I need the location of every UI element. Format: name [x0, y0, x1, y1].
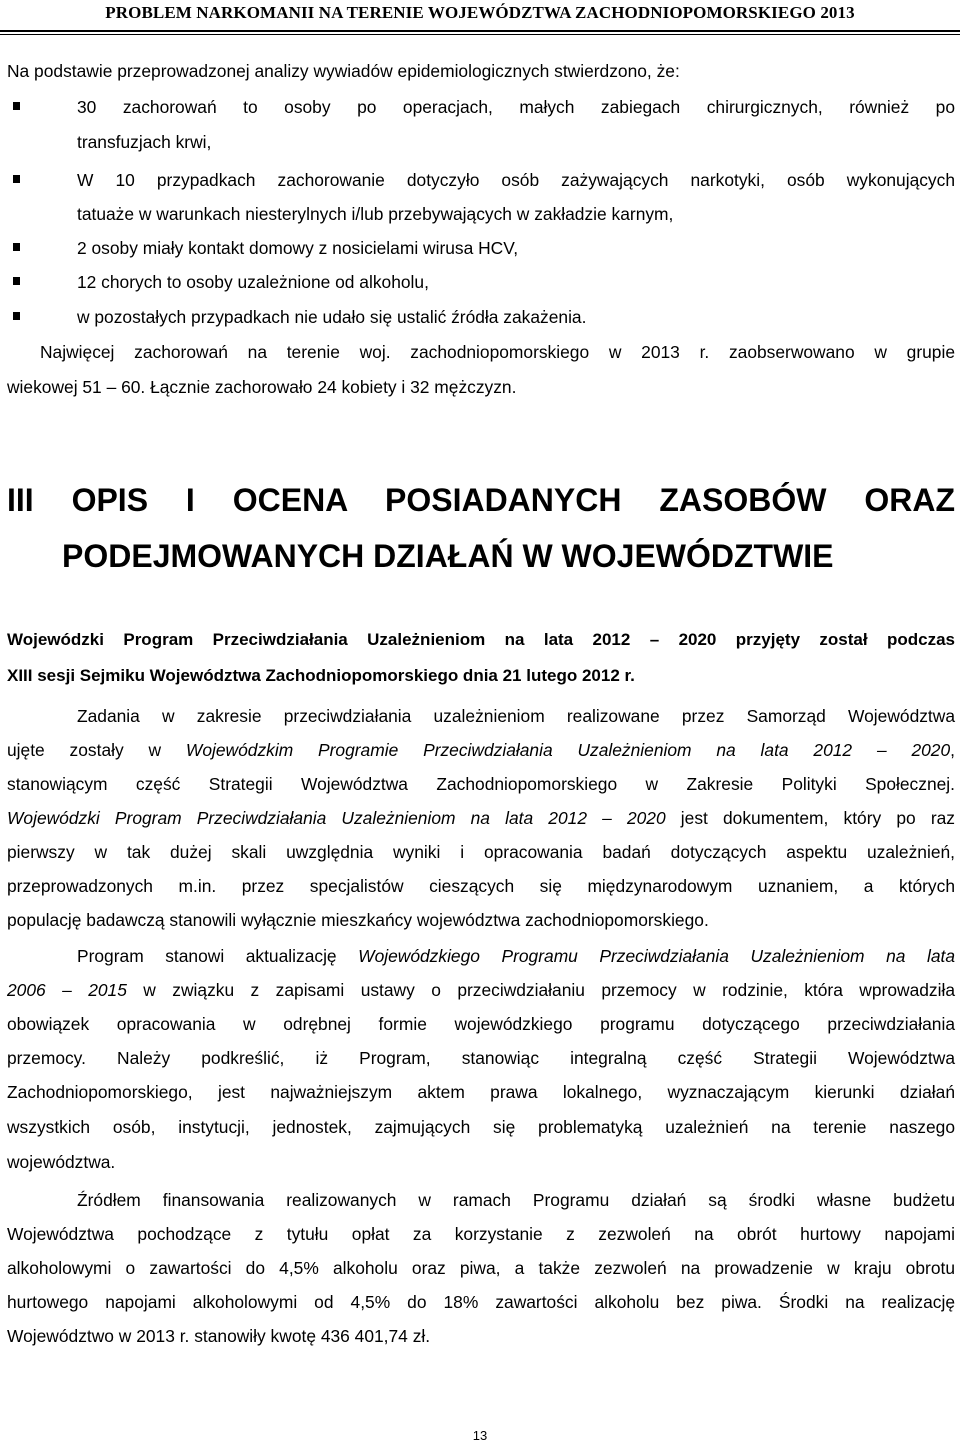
bullet-icon — [13, 243, 20, 251]
section-heading-line-2: PODEJMOWANYCH DZIAŁAŃ W WOJEWÓDZTWIE — [62, 538, 834, 574]
header-rule — [0, 30, 960, 32]
bullet-2-line-2: tatuaże w warunkach niesterylnych i/lub przebywających w zakładzie karnym, — [77, 204, 674, 224]
bullet-icon — [13, 102, 20, 110]
p2-line-3: obowiązek opracowania w odrębnej formie wojewódzkiego programu dotyczącego przeciwdziałania — [7, 1014, 955, 1034]
p1-line-4-program-title: Wojewódzki Program Przeciwdziałania Uzależnieniom na lata 2012 – 2020 — [7, 808, 666, 828]
bullet-icon — [13, 175, 20, 183]
p1-line-2-program-title: Wojewódzkim Programie Przeciwdziałania Uzależnieniom na lata 2012 – 2020 — [185, 740, 951, 760]
running-header: PROBLEM NARKOMANII NA TERENIE WOJEWÓDZTWA ZACHODNIOPOMORSKIEGO 2013 — [105, 3, 855, 22]
p2-line-4: przemocy. Należy podkreślić, iż Program, stanowiąc integralną część Strategii Województwa — [7, 1048, 955, 1068]
program-adoption-line-1: Wojewódzki Program Przeciwdziałania Uzależnieniom na lata 2012 – 2020 przyjęty został podczas — [7, 630, 955, 649]
page-number: 13 — [472, 1428, 488, 1443]
summary-line-2: wiekowej 51 – 60. Łącznie zachorowało 24 kobiety i 32 mężczyzn. — [7, 377, 517, 397]
bullet-1-line-1: 30 zachorowań to osoby po operacjach, małych zabiegach chirurgicznych, również po — [77, 97, 955, 117]
p1-line-1: Zadania w zakresie przeciwdziałania uzależnieniom realizowane przez Samorząd Województwa — [77, 706, 955, 726]
p1-line-5: pierwszy w tak dużej skali uwzględnia wyniki i opracowania badań dotyczących aspektu uzależnień, — [7, 842, 955, 862]
bullet-4: 12 chorych to osoby uzależnione od alkoholu, — [77, 272, 429, 292]
bullet-icon — [13, 312, 20, 320]
program-adoption-line-2: XIII sesji Sejmiku Województwa Zachodniopomorskiego dnia 21 lutego 2012 r. — [7, 666, 635, 685]
bullet-3: 2 osoby miały kontakt domowy z nosicielami wirusa HCV, — [77, 238, 519, 258]
intro-lead: Na podstawie przeprowadzonej analizy wywiadów epidemiologicznych stwierdzono, że: — [7, 61, 680, 81]
bullet-1-line-2: transfuzjach krwi, — [77, 132, 212, 152]
bullet-5: w pozostałych przypadkach nie udało się ustalić źródła zakażenia. — [77, 307, 587, 327]
p2-line-2-years: 2006 – 2015 — [7, 980, 127, 1000]
p1-line-7: populację badawczą stanowili wyłącznie mieszkańcy województwa zachodniopomorskiego. — [7, 910, 709, 930]
section-heading-line-1: III OPIS I OCENA POSIADANYCH ZASOBÓW ORAZ — [7, 482, 955, 518]
p2-line-2-b: w związku z zapisami ustawy o przeciwdziałaniu przemocy w rodzinie, która wprowadziła — [126, 980, 956, 1000]
p2-line-7: województwa. — [7, 1152, 116, 1172]
p2-line-2 — [7, 978, 955, 1002]
p3-line-1: Źródłem finansowania realizowanych w ramach Programu działań są środki własne budżetu — [77, 1190, 955, 1210]
summary-line-1: Najwięcej zachorowań na terenie woj. zachodniopomorskiego w 2013 r. zaobserwowano w grupie — [40, 342, 955, 362]
p2-line-1-a: Program stanowi aktualizację — [77, 946, 359, 966]
p1-line-3: stanowiącym część Strategii Województwa Zachodniopomorskiego w Zakresie Polityki Społecznej. — [7, 774, 955, 794]
p1-line-4 — [7, 806, 955, 830]
p3-line-5: Województwo w 2013 r. stanowiły kwotę 436 401,74 zł. — [7, 1326, 431, 1346]
bullet-icon — [13, 277, 20, 285]
p3-line-3: alkoholowymi o zawartości do 4,5% alkoholu oraz piwa, a także zezwoleń na prowadzenie w kraju obrotu — [7, 1258, 955, 1278]
p1-line-4-b: jest dokumentem, który po raz — [665, 808, 956, 828]
p3-line-4: hurtowego napojami alkoholowymi od 4,5% do 18% zawartości alkoholu bez piwa. Środki na realizację — [7, 1292, 955, 1312]
p1-line-2-a: ujęte zostały w — [7, 740, 186, 760]
bullet-2-line-1: W 10 przypadkach zachorowanie dotyczyło osób zażywających narkotyki, osób wykonujących — [77, 170, 955, 190]
p2-line-5: Zachodniopomorskiego, jest najważniejszym aktem prawa lokalnego, wyznaczającym kierunki działań — [7, 1082, 955, 1102]
p1-line-2 — [7, 738, 955, 762]
p1-line-2-c: , — [950, 740, 955, 760]
p2-line-1 — [77, 944, 955, 968]
p1-line-6: przeprowadzonych m.in. przez specjalistów cieszących się międzynarodowym uznaniem, a których — [7, 876, 955, 896]
p2-line-1-program-title: Wojewódzkiego Programu Przeciwdziałania Uzależnieniom na lata — [358, 946, 955, 966]
header-rule-thin — [0, 34, 960, 35]
p3-line-2: Województwa pochodzące z tytułu opłat za korzystanie z zezwoleń na obrót hurtowy napojami — [7, 1224, 955, 1244]
p2-line-6: wszystkich osób, instytucji, jednostek, zajmujących się problematyką uzależnień na terenie naszego — [7, 1117, 955, 1137]
